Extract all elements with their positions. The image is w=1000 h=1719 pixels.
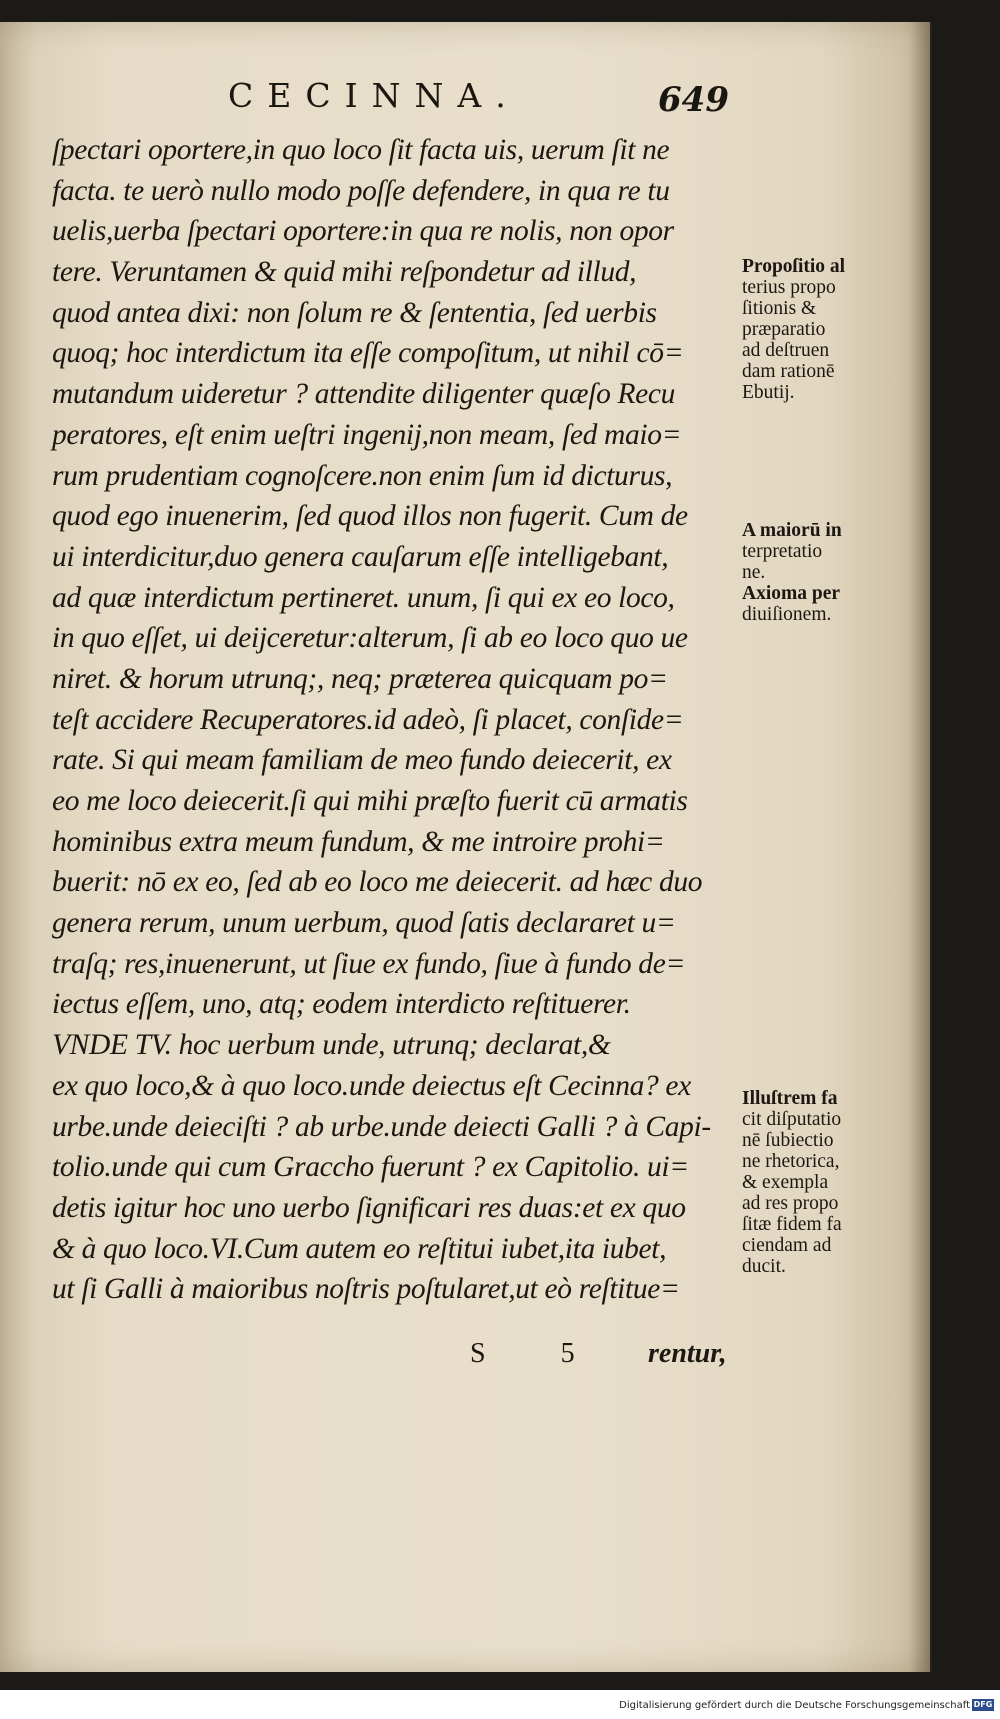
marginal-note-line: ciendam ad (742, 1235, 832, 1256)
marginal-note-axioma (742, 520, 932, 625)
marginal-note-line: diuiſionem. (742, 604, 832, 625)
text-line: rum prudentiam cognoſcere.non enim ſum id dicturus, (52, 459, 673, 492)
text-line: genera rerum, unum uerbum, quod ſatis declararet u= (52, 907, 676, 940)
marginal-note-line: terpretatio (742, 541, 823, 562)
main-text-block (52, 130, 734, 1310)
catchword: rentur, (648, 1338, 727, 1369)
marginal-note-line: cit diſputatio (742, 1109, 842, 1130)
marginal-note-line: præparatio (742, 319, 826, 340)
text-line: & à quo loco.VI.Cum autem eo reſtitui iubet,ita iubet, (52, 1232, 667, 1265)
signature-mark: S 5 (470, 1338, 609, 1369)
text-line: facta. te uerò nullo modo poſſe defendere, in qua re tu (52, 174, 670, 207)
marginal-note-line: ne rhetorica, (742, 1151, 840, 1172)
marginal-note-line: Axioma per (742, 583, 841, 604)
text-line: hominibus extra meum fundum, & me introire prohi= (52, 825, 665, 858)
text-line: iectus eſſem, uno, atq; eodem interdicto reſtituerer. (52, 988, 631, 1021)
text-line: quoq; hoc interdictum ita eſſe compoſitum, ut nihil cō= (52, 337, 684, 370)
marginal-note-line: dam rationē (742, 361, 835, 382)
text-line: uelis,uerba ſpectari oportere:in qua re nolis, non opor (52, 215, 674, 248)
text-line: quod ego inuenerim, ſed quod illos non fugerit. Cum de (52, 500, 688, 533)
marginal-note-line: ad res propo (742, 1193, 839, 1214)
text-line: ut ſi Galli à maioribus noſtris poſtularet,ut eò reſtitue= (52, 1273, 680, 1306)
marginal-note-line: ad deſtruen (742, 340, 830, 361)
marginal-note-line: Propoſitio al (742, 256, 846, 277)
marginal-note-line: A maiorū in (742, 520, 842, 541)
running-head: CECINNA. (228, 76, 520, 115)
marginal-note-line: ne. (742, 562, 766, 583)
text-line: peratores, eſt enim ueſtri ingenij,non meam, ſed maio= (52, 418, 682, 451)
marginal-note-illustrem (742, 1088, 932, 1277)
marginal-note-line: ducit. (742, 1256, 786, 1277)
text-line: niret. & horum utrunq;, neq; præterea quicquam po= (52, 662, 668, 695)
text-line: ex quo loco,& à quo loco.unde deiectus eſt Cecinna? ex (52, 1069, 691, 1102)
marginal-note-line: terius propo (742, 277, 836, 298)
marginal-note-line: ſitionis & (742, 298, 817, 319)
text-line: traſq; res,inuenerunt, ut ſiue ex fundo, ſiue à fundo de= (52, 947, 686, 980)
text-line: ad quæ interdictum pertineret. unum, ſi qui ex eo loco, (52, 581, 675, 614)
text-line: mutandum uideretur ? attendite diligenter quæſo Recu (52, 378, 676, 411)
marginal-note-line: Illuſtrem fa (742, 1088, 838, 1109)
text-line: detis igitur hoc uno uerbo ſignificari res duas:et ex quo (52, 1191, 686, 1224)
digitization-credit: Digitalisierung gefördert durch die Deutsche Forschungsgemeinschaft (619, 1700, 970, 1711)
page-number: 649 (658, 80, 729, 120)
text-line: in quo eſſet, ui deijceretur:alterum, ſi ab eo loco quo ue (52, 622, 688, 655)
text-line: eo me loco deiecerit.ſi qui mihi præſto fuerit cū armatis (52, 785, 688, 817)
text-line: VNDE TV. hoc uerbum unde, utrunq; declarat,& (52, 1029, 611, 1062)
text-line: rate. Si qui meam familiam de meo fundo deiecerit, ex (52, 744, 672, 777)
text-line: ſpectari oportere,in quo loco ſit facta uis, uerum ſit ne (52, 134, 670, 166)
marginal-note-line: & exempla (742, 1172, 829, 1193)
marginal-note-propositio (742, 256, 932, 403)
dfg-logo: DFG (973, 1700, 993, 1709)
text-line: buerit: nō ex eo, ſed ab eo loco me deiecerit. ad hæc duo (52, 866, 703, 899)
text-line: quod antea dixi: non ſolum re & ſententia, ſed uerbis (52, 296, 657, 329)
marginal-note-line: nē ſubiectio (742, 1130, 834, 1151)
text-line: tolio.unde qui cum Graccho fuerunt ? ex Capitolio. ui= (52, 1151, 689, 1184)
marginal-note-line: ſitæ fidem fa (742, 1214, 842, 1235)
text-line: teſt accidere Recuperatores.id adeò, ſi placet, conſide= (52, 703, 684, 736)
text-line: tere. Veruntamen & quid mihi reſpondetur ad illud, (52, 256, 637, 289)
text-line: ui interdicitur,duo genera cauſarum eſſe intelligebant, (52, 540, 669, 573)
text-line: urbe.unde deieciſti ? ab urbe.unde deiecti Galli ? à Capi- (52, 1110, 711, 1143)
marginal-note-line: Ebutij. (742, 382, 795, 403)
